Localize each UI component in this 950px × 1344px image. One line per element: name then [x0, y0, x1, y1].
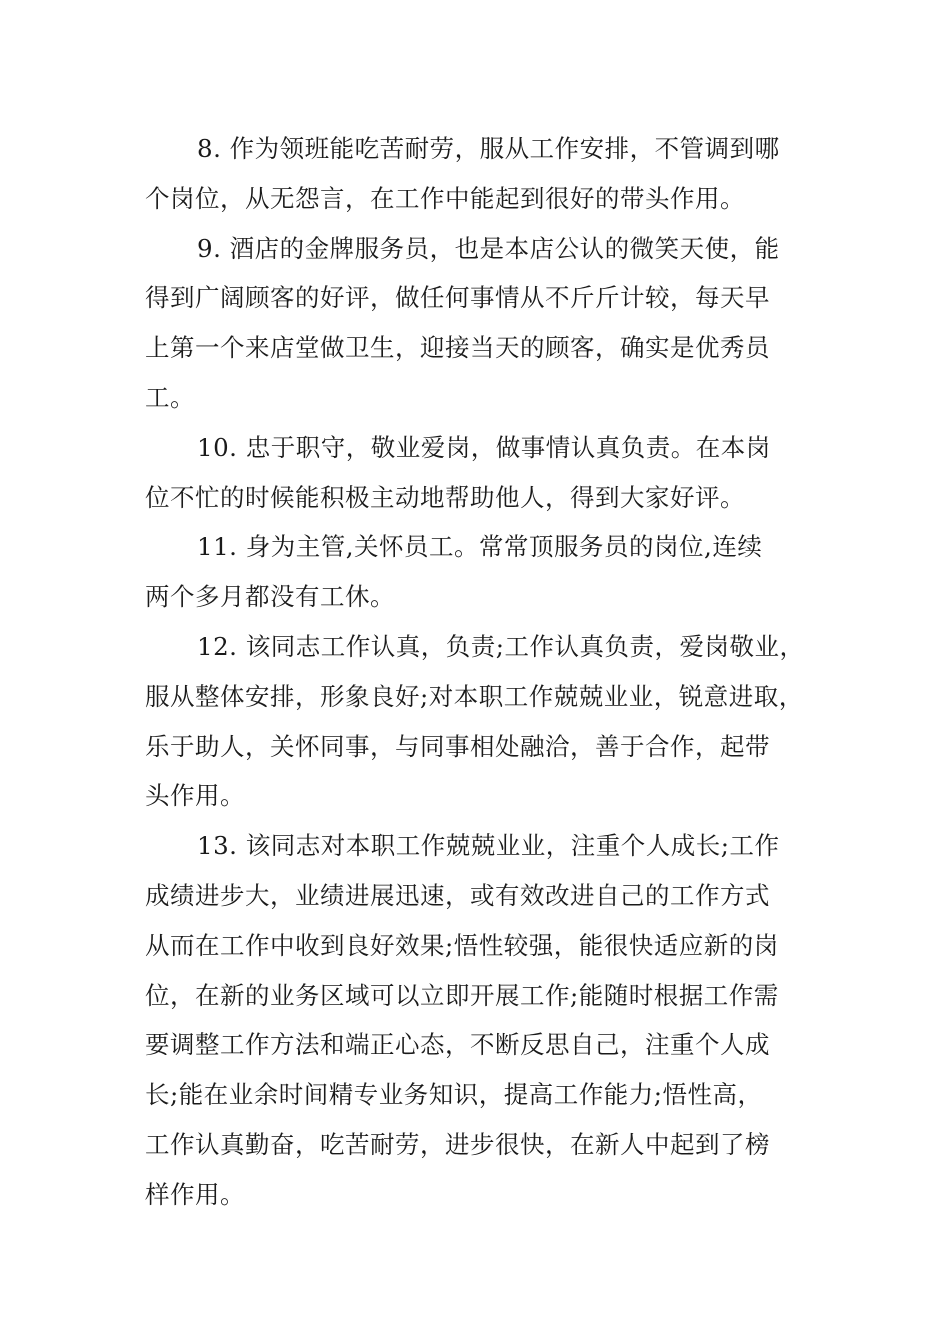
text-line: 服从整体安排，形象良好;对本职工作兢兢业业，锐意进取， [145, 681, 804, 711]
text-line: 12. 该同志工作认真，负责;工作认真负责，爱岗敬业， [197, 631, 805, 661]
text-line: 上第一个来店堂做卫生，迎接当天的顾客，确实是优秀员 [145, 333, 770, 363]
body-text [145, 124, 825, 1220]
text-line: 长;能在业余时间精专业务知识，提高工作能力;悟性高， [145, 1080, 763, 1110]
text-line: 9. 酒店的金牌服务员，也是本店公认的微笑天使，能 [197, 233, 780, 263]
text-line: 11. 身为主管,关怀员工。常常顶服务员的岗位,连续 [197, 532, 763, 562]
text-line: 样作用。 [145, 1179, 245, 1209]
text-line: 10. 忠于职守，敬业爱岗，做事情认真负责。在本岗 [197, 432, 771, 462]
text-line: 要调整工作方法和端正心态，不断反思自己，注重个人成 [145, 1030, 770, 1060]
text-line: 工作认真勤奋，吃苦耐劳，进步很快，在新人中起到了榜 [145, 1129, 770, 1159]
text-line: 13. 该同志对本职工作兢兢业业，注重个人成长;工作 [197, 831, 780, 861]
text-line: 个岗位，从无怨言，在工作中能起到很好的带头作用。 [145, 183, 745, 213]
text-line: 位，在新的业务区域可以立即开展工作;能随时根据工作需 [145, 980, 779, 1010]
text-line: 得到广阔顾客的好评，做任何事情从不斤斤计较，每天早 [145, 283, 770, 313]
text-line: 工。 [145, 382, 195, 412]
text-line: 成绩进步大，业绩进展迅速，或有效改进自己的工作方式 [145, 880, 770, 910]
text-line: 8. 作为领班能吃苦耐劳，服从工作安排，不管调到哪 [197, 134, 780, 163]
text-line: 头作用。 [145, 781, 245, 811]
text-line: 从而在工作中收到良好效果;悟性较强，能很快适应新的岗 [145, 930, 779, 960]
text-line: 乐于助人，关怀同事，与同事相处融洽，善于合作，起带 [145, 731, 770, 761]
text-line: 位不忙的时候能积极主动地帮助他人，得到大家好评。 [145, 482, 745, 512]
text-line: 两个多月都没有工休。 [145, 582, 395, 612]
